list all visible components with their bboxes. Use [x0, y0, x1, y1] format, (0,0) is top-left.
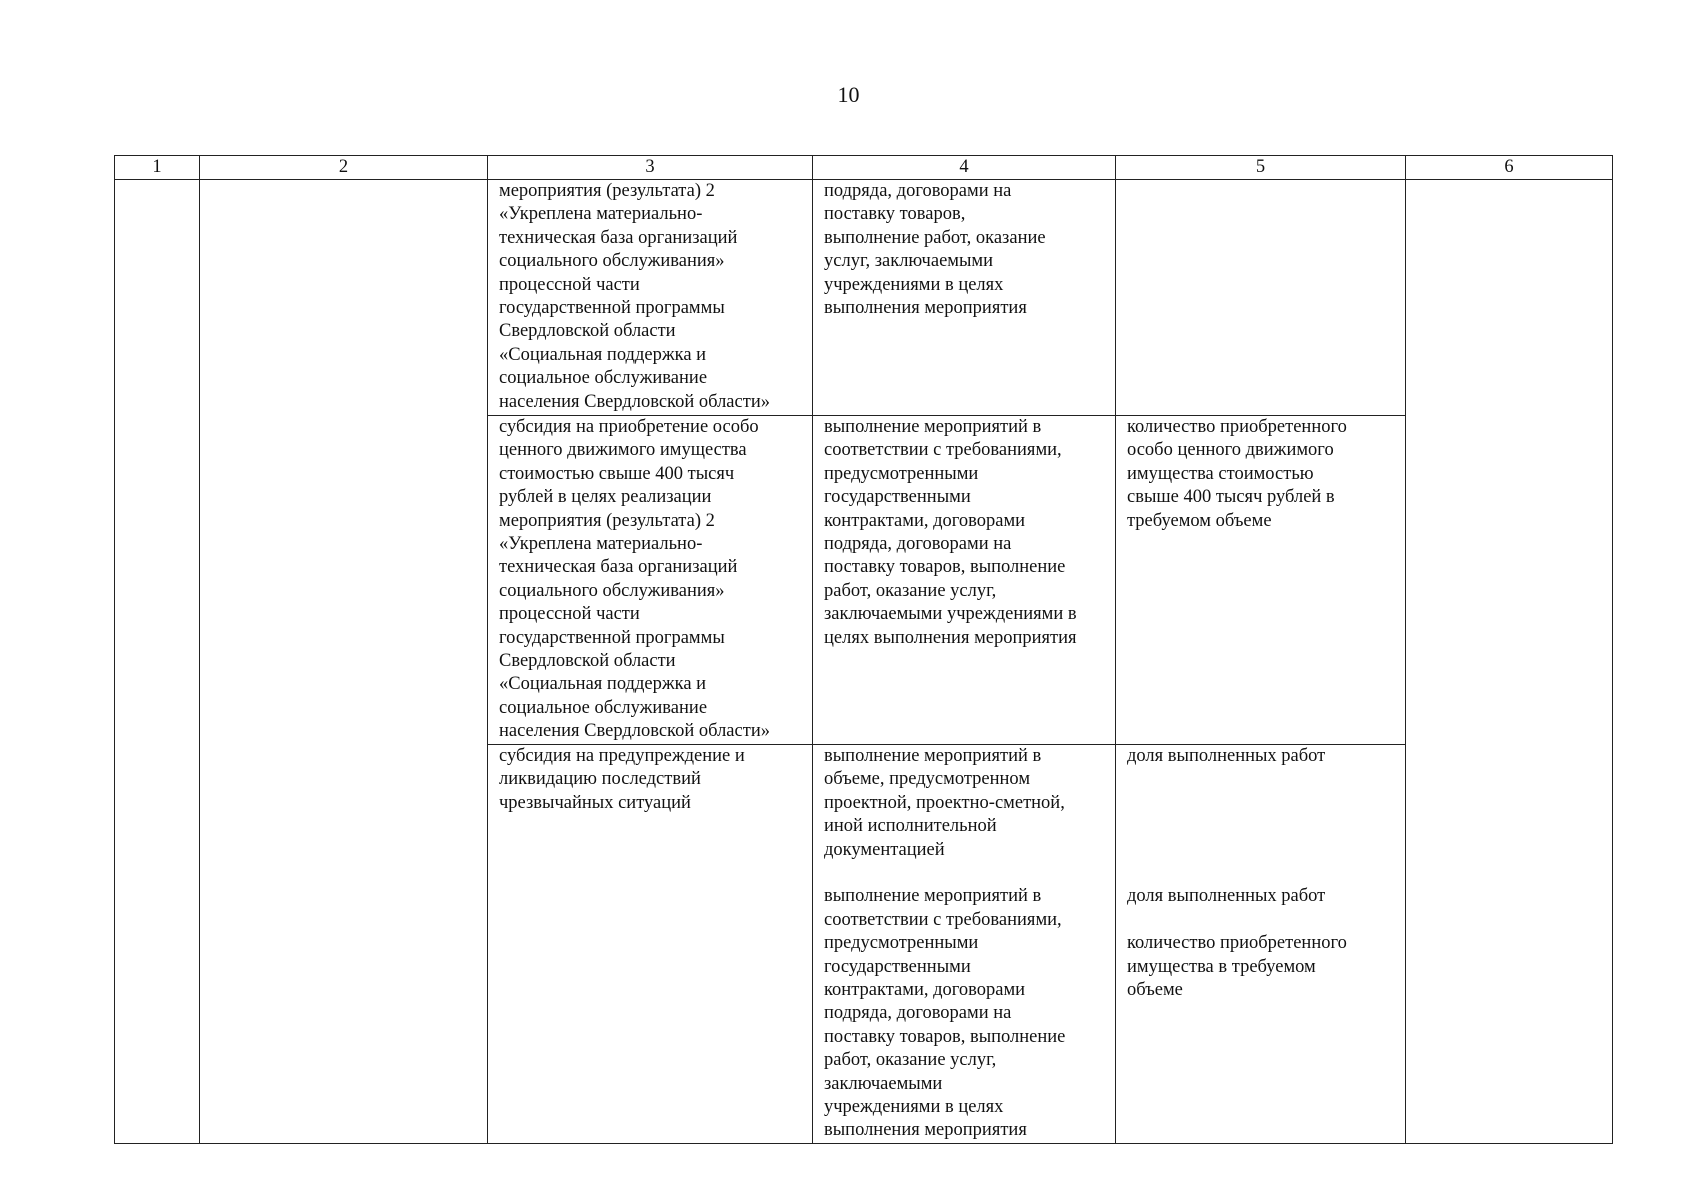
cell-col-5 — [1116, 416, 1406, 745]
header-col-6: 6 — [1406, 156, 1613, 180]
table-row — [115, 180, 1613, 416]
header-col-2: 2 — [200, 156, 488, 180]
cell-col-4 — [813, 416, 1116, 745]
header-col-5: 5 — [1116, 156, 1406, 180]
row3-col3-text: субсидия на предупреждение и ликвидацию последствий чрезвычайных ситуаций — [499, 746, 745, 813]
table-header-row — [115, 156, 1613, 180]
cell-col-4 — [813, 180, 1116, 416]
row3-col5-text-a: доля выполненных работ — [1127, 746, 1326, 766]
row3-col4-text-b: выполнение мероприятий в соответствии с требованиями, предусмотренными государственными контрактами, договорами подряда, договорами на поставку товаров, выполнение работ, оказание услуг, заключаемыми учреждениями в целях выполнения мероприятия — [824, 886, 1066, 1141]
header-col-3: 3 — [488, 156, 813, 180]
cell-col-2 — [200, 180, 488, 1144]
cell-col-5 — [1116, 745, 1406, 1144]
cell-col-3 — [488, 745, 813, 1144]
row2-col3-text: субсидия на приобретение особо ценного движимого имущества стоимостью свыше 400 тысяч рублей в целях реализации мероприятия (результата) 2 «Укреплена материально- техническая база организаций социального обслуживания» процессной части государственной программы Свердловской области «Социальная поддержка и социальное обслуживание населения Свердловской области» — [499, 417, 770, 742]
row1-col3-text: мероприятия (результата) 2 «Укреплена материально- техническая база организаций социального обслуживания» процессной части государственной программы Свердловской области «Социальная поддержка и социальное обслуживание населения Свердловской области» — [499, 181, 770, 412]
page-number: 10 — [837, 82, 860, 107]
cell-col-5 — [1116, 180, 1406, 416]
document-table — [114, 155, 1613, 1144]
cell-col-3 — [488, 180, 813, 416]
cell-col-4 — [813, 745, 1116, 1144]
header-col-1: 1 — [115, 156, 200, 180]
header-col-4: 4 — [813, 156, 1116, 180]
row1-col4-text: подряда, договорами на поставку товаров, выполнение работ, оказание услуг, заключаемыми учреждениями в целях выполнения мероприятия — [824, 181, 1046, 319]
row3-col4-text-a: выполнение мероприятий в объеме, предусмотренном проектной, проектно-сметной, иной исполнительной документацией — [824, 746, 1065, 860]
row3-col5-text-b: доля выполненных работ — [1127, 886, 1326, 907]
cell-col-3 — [488, 416, 813, 745]
cell-col-1 — [115, 180, 200, 1144]
cell-col-6 — [1406, 180, 1613, 1144]
row2-col5-text: количество приобретенного особо ценного движимого имущества стоимостью свыше 400 тысяч рублей в требуемом объеме — [1127, 417, 1347, 531]
row2-col4-text: выполнение мероприятий в соответствии с требованиями, предусмотренными государственными контрактами, договорами подряда, договорами на поставку товаров, выполнение работ, оказание услуг, заключаемыми учреждениями в целях выполнения мероприятия — [824, 417, 1077, 648]
row3-col5-text-c: количество приобретенного имущества в требуемом объеме — [1127, 933, 1347, 1001]
